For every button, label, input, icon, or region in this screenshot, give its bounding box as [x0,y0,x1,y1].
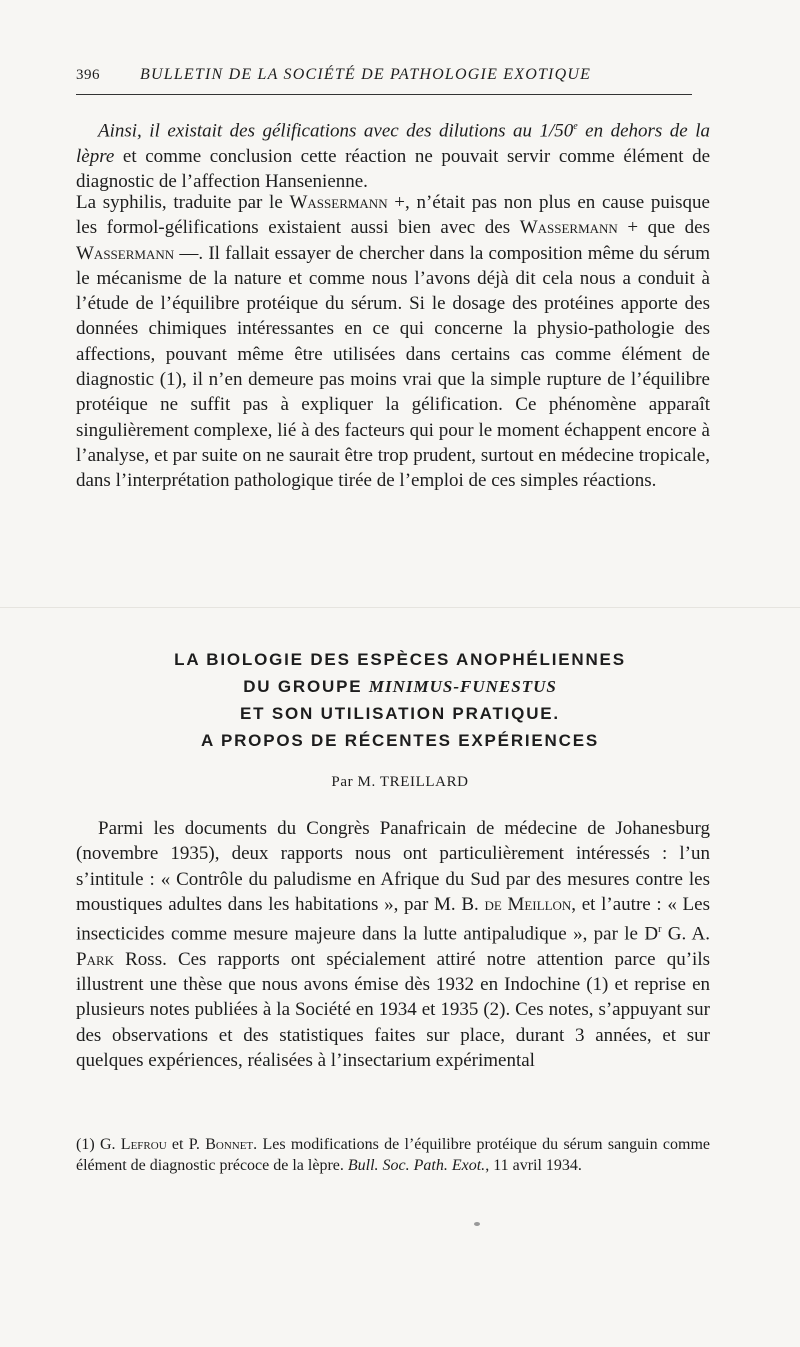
species-group-name: MINIMUS-FUNESTUS [368,677,557,696]
article-title: LA BIOLOGIE DES ESPÈCES ANOPHÉLIENNES DU GROUPE MINIMUS-FUNESTUS ET SON UTILISATION PRATIQUE. A PROPOS DE RÉCENTES EXPÉRIENCES [174,650,626,750]
article-divider [0,607,800,608]
scan-speck [474,1222,480,1226]
article-body: Parmi les documents du Congrès Panafricain de médecine de Johanesburg (novembre 1935), deux rapports nous ont particulièrement intéressés : l’un s’intitule : « Contrôle du paludisme en Afrique du Sud par des mesures contre les moustiques adultes dans les habitations », par M. B. de Meillon, et l’autre : « Les insecticides comme mesure majeure dans la lutte antipaludique », par le $D^r$ G. A. Park Ross. Ces rapports ont spécialement attiré notre attention parce qu’ils illustrent une thèse que nous avons émise dès 1932 en Indochine (1) et reprise en plusieurs notes publiées à la Société en 1934 et 1935 (2). Ces notes, s’appuyant sur des observations et des statistiques faites sur place, durant 3 années, et sur quelques expériences, réalisées à l’insectarium expérimental [76,818,710,1071]
footnote: (1) G. Lefrou et P. Bonnet. Les modifications de l’équilibre protéique du sérum sanguin comme élément de diagnostic précoce de la lèpre. Bull. Soc. Path. Exot., 11 avril 1934. [76,1136,711,1174]
paragraph-syphilis: La syphilis, traduite par le Wassermann +, n’était pas non plus en cause puisque les formol-gélifications existaient aussi bien avec des Wassermann + que des Wassermann —. Il fallait essayer de chercher dans la composition même du sérum le mécanisme de la nature et comme nous l’avons déjà dit cela nous a conduit à l’étude de l’équilibre protéique du sérum. Si le dosage des protéines apporte des données chimiques intéressantes en ce qui concerne la physio-pathologie des affections, pouvant même être utilisées dans certains cas comme élément de diagnostic (1), il n’en demeure pas moins vrai que la simple rupture de l’équilibre protéique ne suffit pas à expliquer la gélification. Ce phénomène apparaît singulièrement complexe, lié à des facteurs qui pour le moment échappent encore à l’analyse, et par suite on ne saurait être trop prudent, surtout en médecine tropicale, dans l’interprétation pathologique tirée de l’emploi de ces simples réactions. [76,192,710,492]
author-name: Park [76,948,115,970]
author-name: Wassermann [76,242,175,264]
author-name: Wassermann [519,217,618,239]
page-number: 396 [76,67,100,83]
paragraph-ainsi: Ainsi, il existait des gélifications avec des dilutions au 1/50e en dehors de la lèpre et comme conclusion cette réaction ne pouvait servir comme élément de diagnostic de l’affection Hansenienne. [76,120,710,192]
article-author: Par M. TREILLARD [331,774,469,790]
author-name: Wassermann [289,192,388,213]
running-header [76,66,692,95]
journal-title: BULLETIN DE LA SOCIÉTÉ DE PATHOLOGIE EXOTIQUE [140,66,592,83]
author-name: de Meillon [484,893,572,915]
